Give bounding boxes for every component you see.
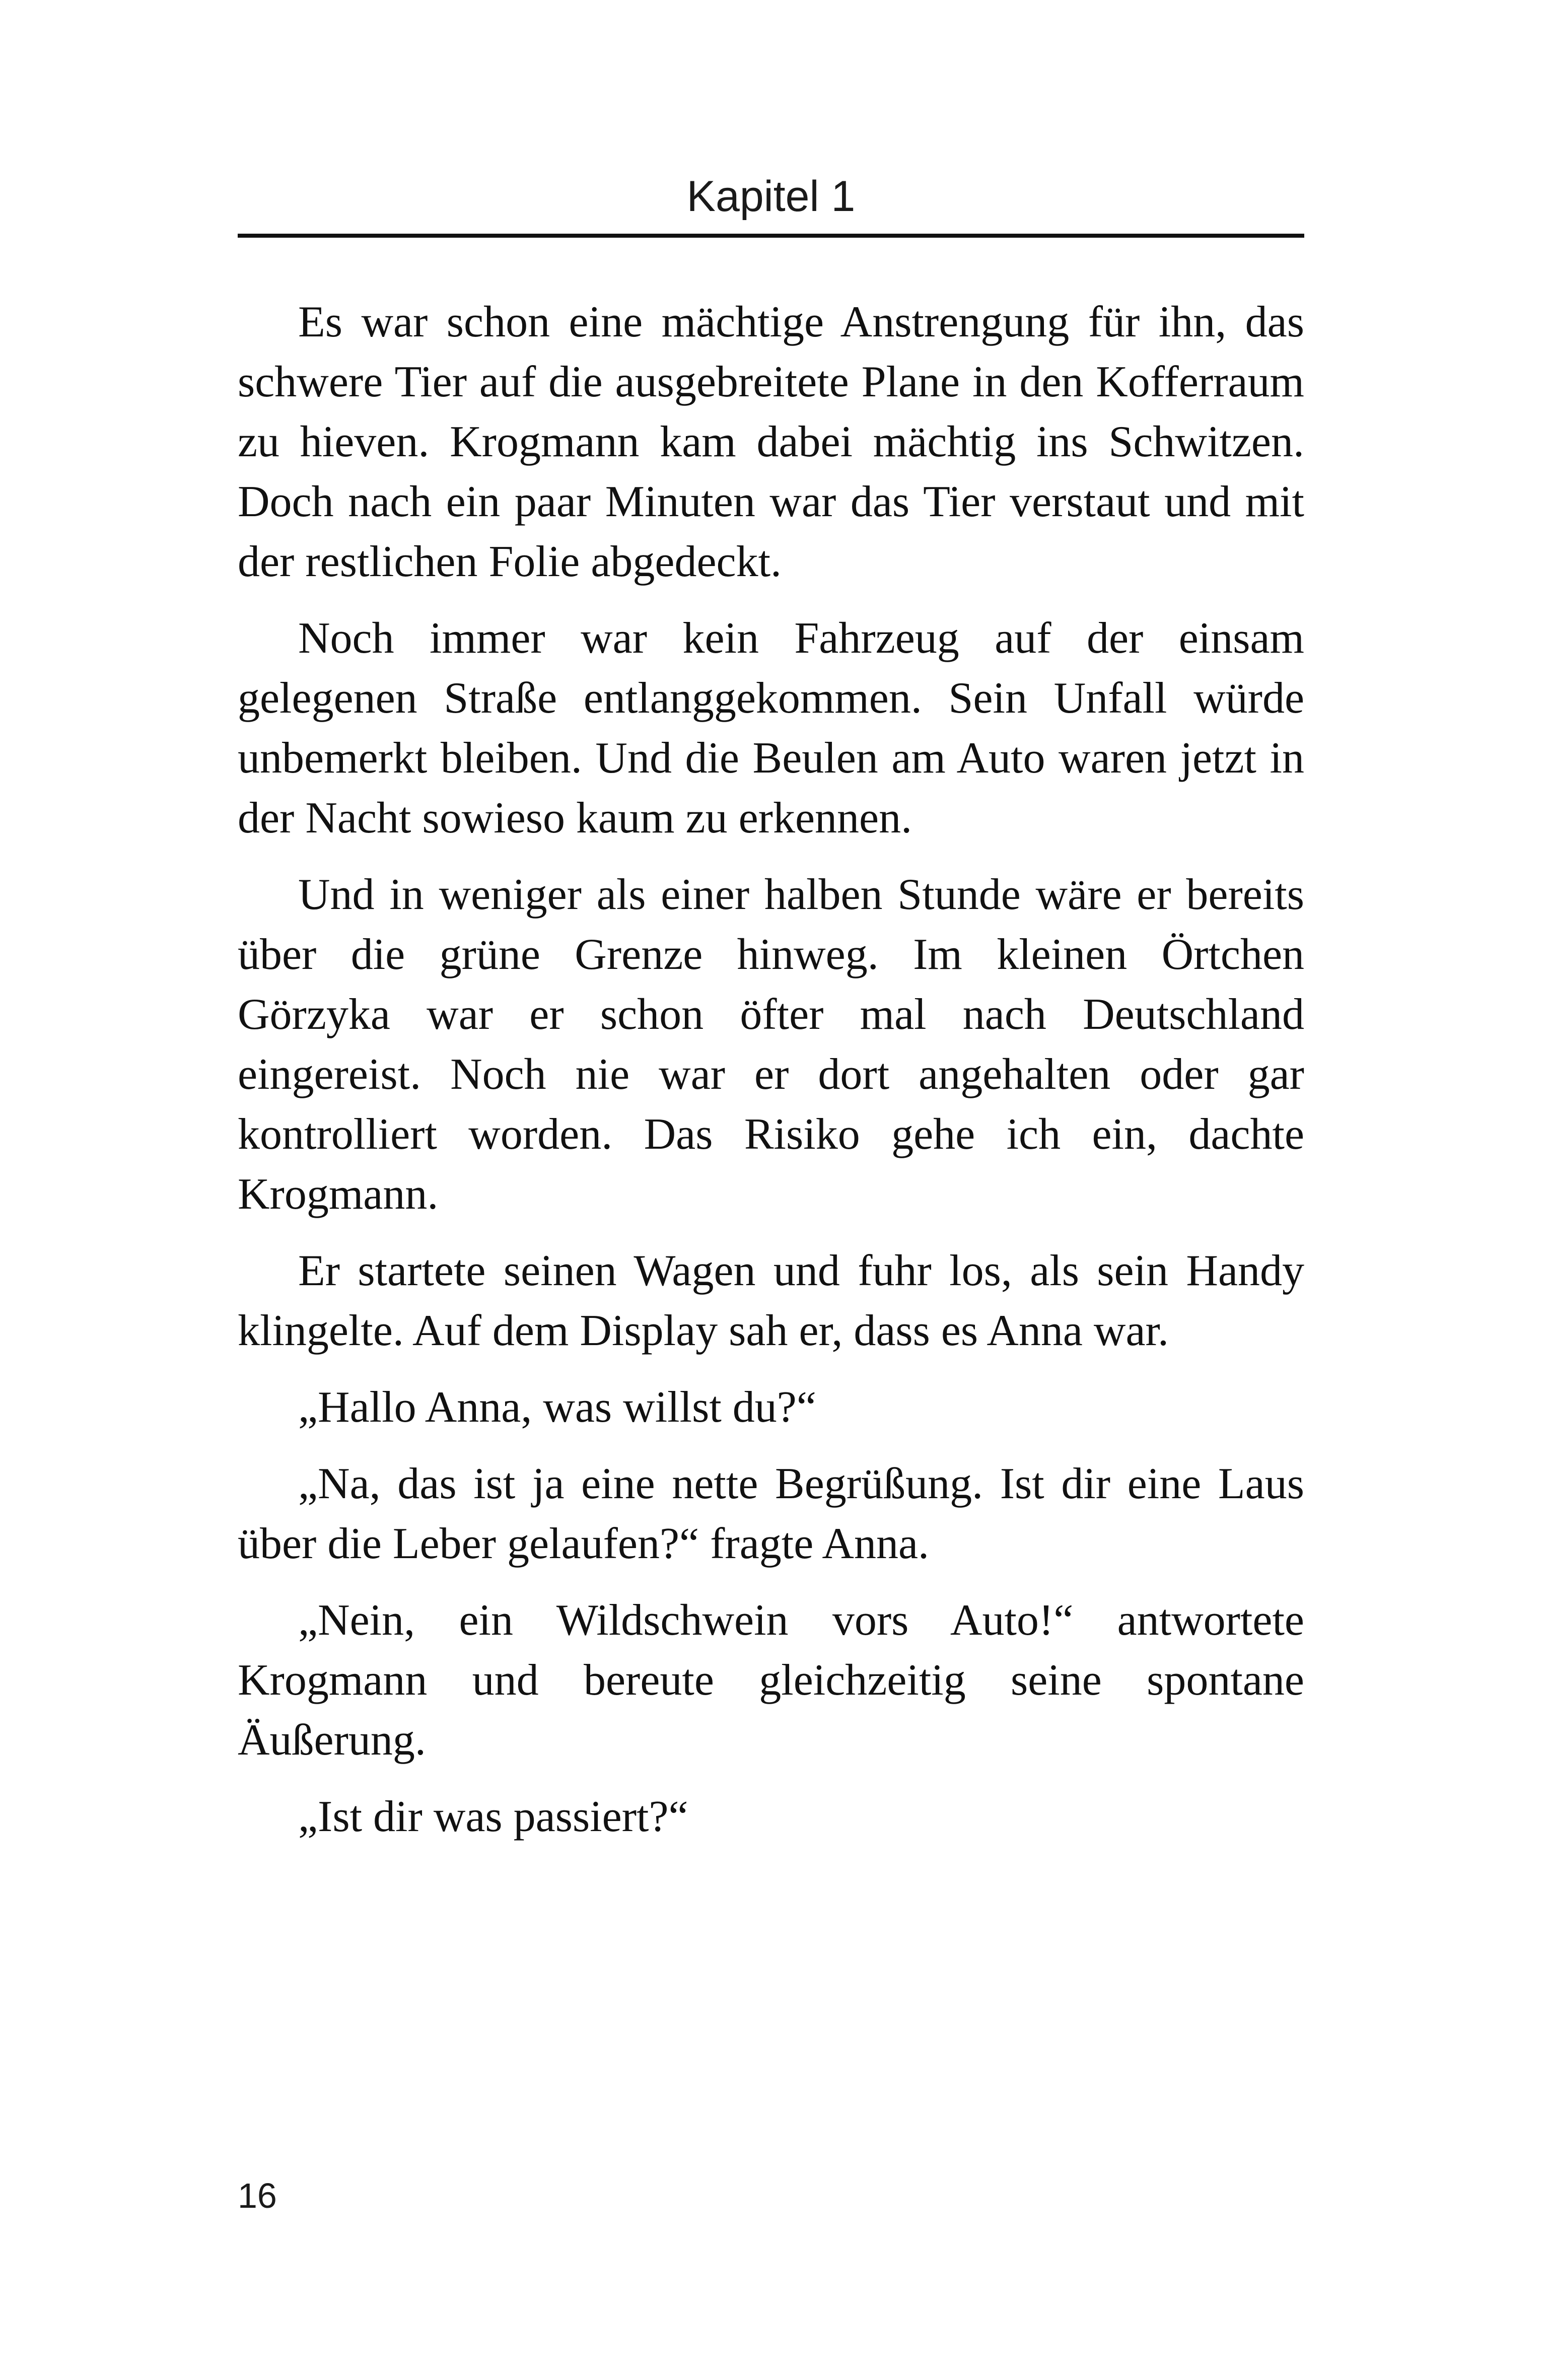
- page-number: 16: [238, 2176, 277, 2215]
- body-text: [238, 292, 1304, 1863]
- paragraph: Noch immer war kein Fahrzeug auf der einsam gelegenen Straße entlanggekommen. Sein Unfall würde unbemerkt bleiben. Und die Beulen am Auto waren jetzt in der Nacht sowieso kaum zu erkennen.: [238, 614, 1304, 843]
- paragraph: Es war schon eine mächtige Anstrengung für ihn, das schwere Tier auf die ausgebreitete Plane in den Kofferraum zu hieven. Krogmann kam dabei mächtig ins Schwitzen. Doch nach ein paar Minuten war das Tier verstaut und mit der restlichen Folie abgedeckt.: [238, 298, 1304, 586]
- dialogue-paragraph: „Na, das ist ja eine nette Begrüßung. Ist dir eine Laus über die Leber gelaufen?“ fragte Anna.: [238, 1459, 1304, 1568]
- paragraph: Und in weniger als einer halben Stunde wäre er bereits über die grüne Grenze hinweg. Im kleinen Örtchen Görzyka war er schon öfter mal nach Deutschland eingereist. Noch nie war er dort angehalten oder gar kontrolliert worden. Das Risiko gehe ich ein, dachte Krogmann.: [238, 870, 1304, 1219]
- dialogue-paragraph: „Nein, ein Wildschwein vors Auto!“ antwortete Krogmann und bereute gleichzeitig seine spontane Äußerung.: [238, 1596, 1304, 1765]
- paragraph: Er startete seinen Wagen und fuhr los, als sein Handy klingelte. Auf dem Display sah er, dass es Anna war.: [238, 1246, 1304, 1355]
- dialogue-paragraph: „Ist dir was passiert?“: [298, 1792, 688, 1841]
- dialogue-paragraph: „Hallo Anna, was willst du?“: [298, 1383, 816, 1432]
- chapter-heading: Kapitel 1: [686, 172, 856, 221]
- header-rule: [238, 234, 1304, 238]
